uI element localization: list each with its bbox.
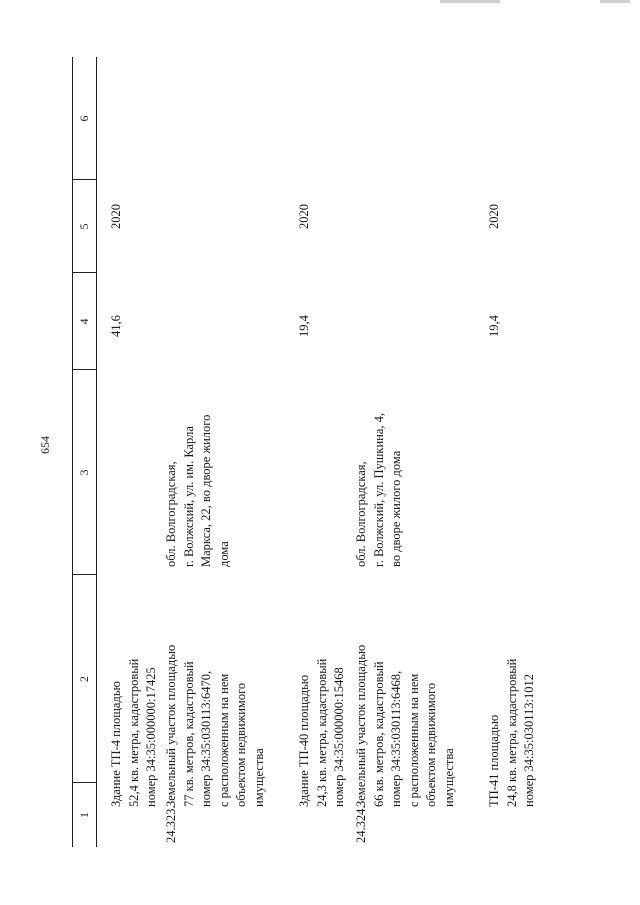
header-col-2: 2 xyxy=(77,676,91,682)
area-value: 19,4 xyxy=(487,315,501,337)
object-description: Здание ТП-4 площадью 52,4 кв. метра, кадастровый номер 34:35:000000:17425 xyxy=(109,658,158,807)
year-value: 2020 xyxy=(297,204,311,229)
row-number: 24.323. xyxy=(164,805,178,843)
object-address: обл. Волгоградская, г. Волжский, ул. Пушкина, 4, во дворе жилого дома xyxy=(354,412,403,567)
object-description: Земельный участок площадью 66 кв. метров, кадастровый номер 34:35:030113:6468, с расположенным на нем объектом недвижимого имущества xyxy=(354,644,456,807)
header-col-4: 4 xyxy=(77,318,91,325)
year-value: 2020 xyxy=(109,204,123,229)
header-col-3: 3 xyxy=(77,469,91,476)
object-description: Здание ТП-40 площадью 24,3 кв. метра, кадастровый номер 34:35:000000:15468 xyxy=(297,658,346,807)
object-description: ТП-41 площадью 24,8 кв. метра, кадастровый номер 34:35:030113:1012 xyxy=(487,658,536,807)
header-col-5: 5 xyxy=(77,223,91,230)
year-value: 2020 xyxy=(487,204,501,229)
page-number: 654 xyxy=(38,436,52,454)
row-number: 24.324. xyxy=(354,805,368,843)
object-description: Земельный участок площадью 77 кв. метров, кадастровый номер 34:35:030113:6470, с расположенным на нем объектом недвижимого имущества xyxy=(164,644,266,807)
area-value: 19,4 xyxy=(297,315,311,337)
object-address: обл. Волгоградская, г. Волжский, ул. им. Карла Маркса, 22, во дворе жилого дома xyxy=(164,414,231,567)
header-col-1: 1 xyxy=(77,812,91,818)
header-col-6: 6 xyxy=(77,115,91,122)
table-top-rule xyxy=(72,57,73,847)
table-header-rule xyxy=(96,57,97,847)
area-value: 41,6 xyxy=(109,315,123,337)
